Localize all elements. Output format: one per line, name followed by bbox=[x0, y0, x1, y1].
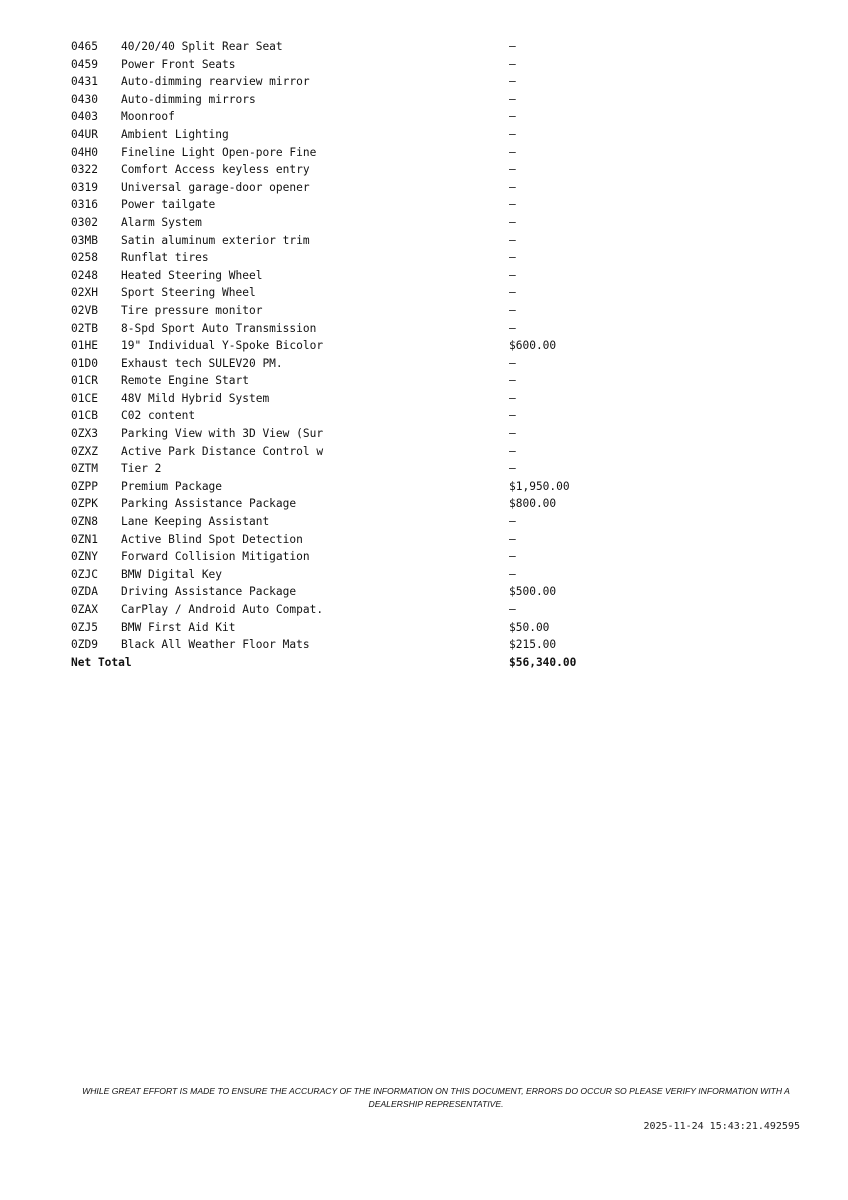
option-code: 04UR bbox=[71, 127, 98, 141]
option-code: 0ZJ5 bbox=[71, 620, 98, 634]
table-row bbox=[71, 407, 631, 425]
table-row bbox=[71, 108, 631, 126]
option-description: Forward Collision Mitigation bbox=[121, 550, 310, 564]
option-price: $600.00 bbox=[509, 339, 557, 353]
table-row bbox=[71, 126, 631, 144]
table-row bbox=[71, 495, 631, 513]
option-code: 0322 bbox=[71, 163, 98, 177]
option-price: — bbox=[509, 444, 516, 458]
option-description: Exhaust tech SULEV20 PM. bbox=[121, 356, 283, 370]
table-row bbox=[71, 601, 631, 619]
option-price: — bbox=[509, 409, 516, 423]
option-price: — bbox=[509, 391, 516, 405]
option-description: Premium Package bbox=[121, 479, 223, 493]
option-code: 0ZXZ bbox=[71, 444, 98, 458]
option-code: 0302 bbox=[71, 215, 98, 229]
option-description: 48V Mild Hybrid System bbox=[121, 391, 270, 405]
option-price: — bbox=[509, 180, 516, 194]
option-code: 0ZX3 bbox=[71, 427, 98, 441]
option-code: 0459 bbox=[71, 57, 98, 71]
option-description: Tire pressure monitor bbox=[121, 303, 263, 317]
table-row bbox=[71, 284, 631, 302]
option-price: — bbox=[509, 40, 516, 53]
table-row bbox=[71, 548, 631, 566]
table-row bbox=[71, 320, 631, 338]
option-code: 0ZN8 bbox=[71, 515, 98, 529]
option-price: — bbox=[509, 550, 516, 564]
option-price: — bbox=[509, 198, 516, 212]
table-row bbox=[71, 249, 631, 267]
option-code: 02TB bbox=[71, 321, 98, 335]
disclaimer-text: WHILE GREAT EFFORT IS MADE TO ENSURE THE ACCURACY OF THE INFORMATION ON THIS DOCUMENT, ERRORS DO OCCUR SO PLEASE VERIFY INFORMATION WITH A DEALERSHIP REPRESENTATIVE. bbox=[82, 1086, 790, 1109]
option-code: 0ZDA bbox=[71, 585, 98, 599]
table-row bbox=[71, 513, 631, 531]
option-code: 0316 bbox=[71, 198, 98, 212]
option-code: 01CR bbox=[71, 374, 98, 388]
option-price: — bbox=[509, 215, 516, 229]
option-price: $215.00 bbox=[509, 638, 557, 652]
option-description: Sport Steering Wheel bbox=[121, 286, 256, 300]
table-row bbox=[71, 196, 631, 214]
options-table-body bbox=[71, 38, 631, 671]
table-row bbox=[71, 619, 631, 637]
table-row bbox=[71, 566, 631, 584]
option-description: Power tailgate bbox=[121, 198, 216, 212]
table-row bbox=[71, 443, 631, 461]
option-description: CarPlay / Android Auto Compat. bbox=[121, 603, 324, 616]
option-price: $1,950.00 bbox=[509, 479, 570, 493]
option-code: 04H0 bbox=[71, 145, 98, 159]
option-price: — bbox=[509, 427, 516, 441]
option-description: Runflat tires bbox=[121, 251, 209, 265]
option-code: 0430 bbox=[71, 92, 98, 106]
net-total-value: $56,340.00 bbox=[509, 655, 577, 669]
table-row bbox=[71, 460, 631, 478]
table-row bbox=[71, 372, 631, 390]
option-code: 0ZPK bbox=[71, 497, 98, 511]
option-price: — bbox=[509, 515, 516, 529]
option-description: Driving Assistance Package bbox=[121, 585, 297, 599]
option-price: — bbox=[509, 303, 516, 317]
option-description: Parking View with 3D View (Sur bbox=[121, 427, 324, 441]
option-code: 03MB bbox=[71, 233, 98, 247]
option-description: BMW First Aid Kit bbox=[121, 620, 236, 634]
option-price: $50.00 bbox=[509, 620, 550, 634]
option-price: — bbox=[509, 110, 516, 124]
option-price: — bbox=[509, 127, 516, 141]
option-code: 0319 bbox=[71, 180, 98, 194]
option-description: Fineline Light Open-pore Fine bbox=[121, 145, 317, 159]
table-row bbox=[71, 144, 631, 162]
table-row bbox=[71, 636, 631, 654]
table-row bbox=[71, 390, 631, 408]
table-row bbox=[71, 337, 631, 355]
option-code: 0248 bbox=[71, 268, 98, 282]
table-row bbox=[71, 161, 631, 179]
option-price: — bbox=[509, 75, 516, 89]
option-description: Universal garage-door opener bbox=[121, 180, 310, 194]
table-row bbox=[71, 267, 631, 285]
option-price: — bbox=[509, 163, 516, 177]
option-code: 0ZTM bbox=[71, 462, 98, 476]
table-row bbox=[71, 38, 631, 56]
option-description: Auto-dimming mirrors bbox=[121, 92, 256, 106]
option-code: 0403 bbox=[71, 110, 98, 124]
timestamp: 2025-11-24 15:43:21.492595 bbox=[643, 1121, 800, 1132]
option-description: Heated Steering Wheel bbox=[121, 268, 263, 282]
option-code: 0ZN1 bbox=[71, 532, 98, 546]
option-description: Satin aluminum exterior trim bbox=[121, 233, 310, 247]
table-row bbox=[71, 91, 631, 109]
option-code: 02VB bbox=[71, 303, 98, 317]
option-price: — bbox=[509, 532, 516, 546]
option-price: — bbox=[509, 57, 516, 71]
option-price: — bbox=[509, 145, 516, 159]
table-row bbox=[71, 355, 631, 373]
option-price: — bbox=[509, 92, 516, 106]
option-price: — bbox=[509, 268, 516, 282]
option-description: Auto-dimming rearview mirror bbox=[121, 75, 310, 89]
option-price: — bbox=[509, 286, 516, 300]
option-description: 19" Individual Y-Spoke Bicolor bbox=[121, 339, 324, 353]
option-description: BMW Digital Key bbox=[121, 567, 223, 581]
option-description: Black All Weather Floor Mats bbox=[121, 638, 310, 652]
table-row bbox=[71, 531, 631, 549]
option-code: 0431 bbox=[71, 75, 98, 89]
option-description: Active Blind Spot Detection bbox=[121, 532, 303, 546]
option-description: 40/20/40 Split Rear Seat bbox=[121, 40, 283, 53]
option-code: 0ZNY bbox=[71, 550, 98, 564]
option-price: — bbox=[509, 603, 516, 616]
net-total-label: Net Total bbox=[71, 655, 132, 669]
option-code: 0258 bbox=[71, 251, 98, 265]
option-description: 8-Spd Sport Auto Transmission bbox=[121, 321, 317, 335]
option-code: 0ZD9 bbox=[71, 638, 98, 652]
table-row bbox=[71, 56, 631, 74]
option-code: 01CE bbox=[71, 391, 98, 405]
table-row bbox=[71, 425, 631, 443]
option-description: Moonroof bbox=[121, 110, 175, 124]
option-description: Parking Assistance Package bbox=[121, 497, 297, 511]
table-row bbox=[71, 478, 631, 496]
option-price: $500.00 bbox=[509, 585, 557, 599]
option-code: 0465 bbox=[71, 40, 98, 53]
options-table bbox=[71, 38, 631, 671]
table-row bbox=[71, 73, 631, 91]
option-description: Power Front Seats bbox=[121, 57, 236, 71]
option-price: — bbox=[509, 321, 516, 335]
option-code: 01HE bbox=[71, 339, 98, 353]
table-row bbox=[71, 302, 631, 320]
option-code: 0ZAX bbox=[71, 603, 98, 616]
option-code: 02XH bbox=[71, 286, 98, 300]
table-row bbox=[71, 232, 631, 250]
option-description: Tier 2 bbox=[121, 462, 162, 476]
option-description: Remote Engine Start bbox=[121, 374, 249, 388]
option-price: — bbox=[509, 356, 516, 370]
table-row bbox=[71, 179, 631, 197]
option-price: — bbox=[509, 251, 516, 265]
option-price: — bbox=[509, 567, 516, 581]
option-price: $800.00 bbox=[509, 497, 557, 511]
option-code: 0ZJC bbox=[71, 567, 98, 581]
table-row bbox=[71, 583, 631, 601]
option-description: Ambient Lighting bbox=[121, 127, 229, 141]
option-description: C02 content bbox=[121, 409, 196, 423]
table-row bbox=[71, 214, 631, 232]
net-total-row bbox=[71, 654, 631, 672]
option-price: — bbox=[509, 233, 516, 247]
option-price: — bbox=[509, 462, 516, 476]
option-description: Alarm System bbox=[121, 215, 202, 229]
option-price: — bbox=[509, 374, 516, 388]
option-code: 01CB bbox=[71, 409, 98, 423]
option-description: Lane Keeping Assistant bbox=[121, 515, 270, 529]
option-description: Active Park Distance Control w bbox=[121, 444, 324, 458]
option-code: 01D0 bbox=[71, 356, 98, 370]
option-description: Comfort Access keyless entry bbox=[121, 163, 310, 177]
option-code: 0ZPP bbox=[71, 479, 98, 493]
